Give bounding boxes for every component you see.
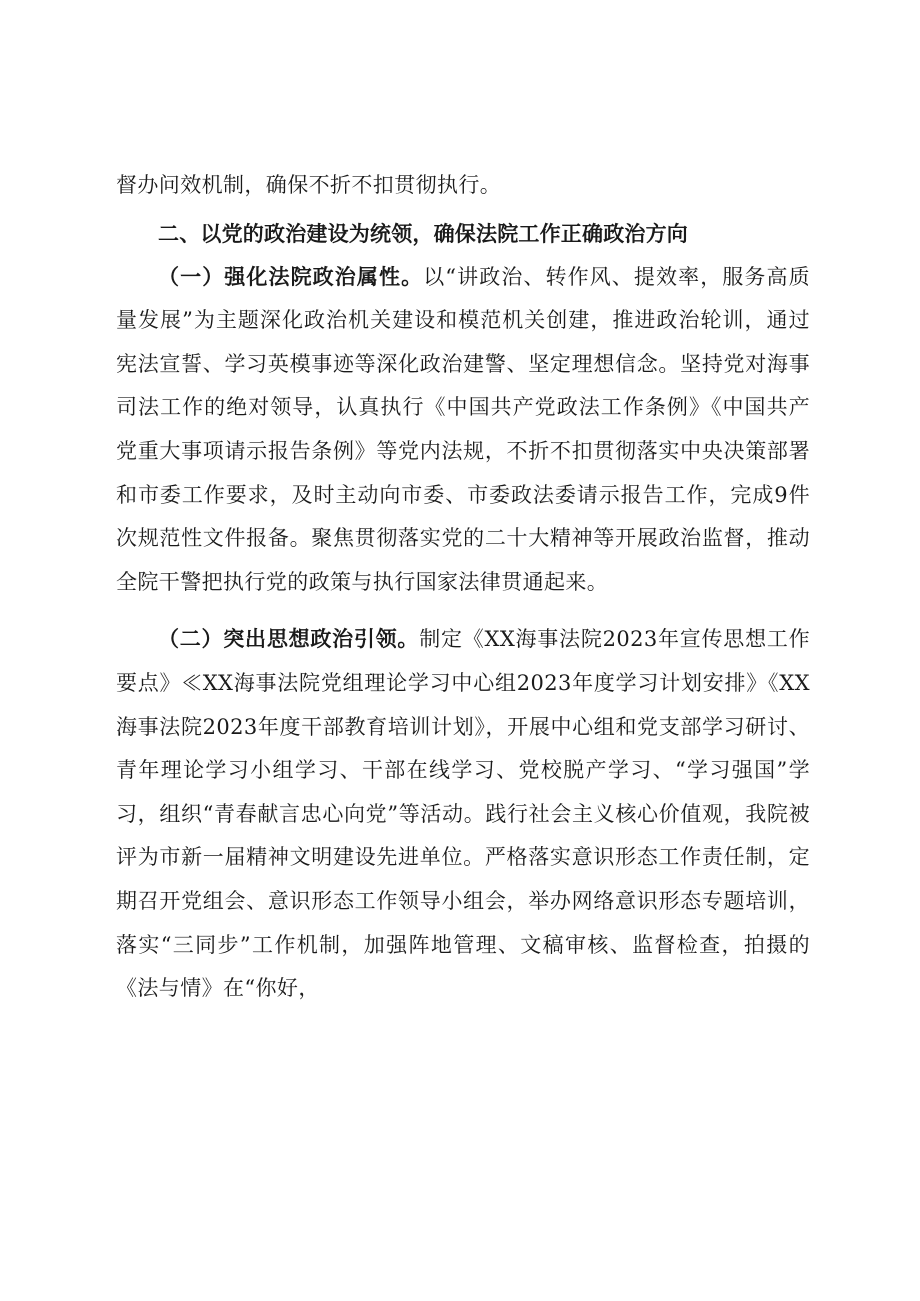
paragraph-text: 以“讲政治、转作风、提效率，服务高质量发展”为主题深化政治机关建设和模范机关创建，推进政治轮训，通过宪法宣誓、学习英模事迹等深化政治建警、坚定理想信念。坚持党对海事司法工作的绝对领导，认真执行《中国共产党政法工作条例》《中国共产党重大事项请示报告条例》等党内法规，不折不扣贯彻落实中央决策部署和市委工作要求，及时主动向市委、市委政法委请示报告工作，完成9件次规范性文件报备。聚焦贯彻落实党的二十大精神等开展政治监督，推动全院干警把执行党的政策与执行国家法律贯通起来。 xyxy=(116,264,810,594)
paragraph-political-attribute xyxy=(116,256,810,605)
paragraph-gap xyxy=(116,604,810,618)
paragraph-lead: （二）突出思想政治引领。 xyxy=(158,627,420,652)
continuation-paragraph: 督办问效机制，确保不折不扣贯彻执行。 xyxy=(116,173,502,197)
paragraph-lead: （一）强化法院政治属性。 xyxy=(158,264,424,289)
paragraph-ideological-guidance xyxy=(116,618,810,1010)
paragraph-text: 制定《XX海事法院2023年宣传思想工作要点》≪XX海事法院党组理论学习中心组2023年度学习计划安排》《XX海事法院2023年度干部教育培训计划》，开展中心组和党支部学习研讨、青年理论学习小组学习、干部在线学习、党校脱产学习、“学习强国”学习，组织“青春献言忠心向党”等活动。践行社会主义核心价值观，我院被评为市新一届精神文明建设先进单位。严格落实意识形态工作责任制，定期召开党组会、意识形态工作领导小组会，举办网络意识形态专题培训，落实“三同步”工作机制，加强阵地管理、文稿审核、监督检查，拍摄的《法与情》在“你好， xyxy=(116,627,810,1001)
section-heading: 二、以党的政治建设为统领，确保法院工作正确政治方向 xyxy=(158,221,688,246)
document-body xyxy=(116,164,810,1011)
